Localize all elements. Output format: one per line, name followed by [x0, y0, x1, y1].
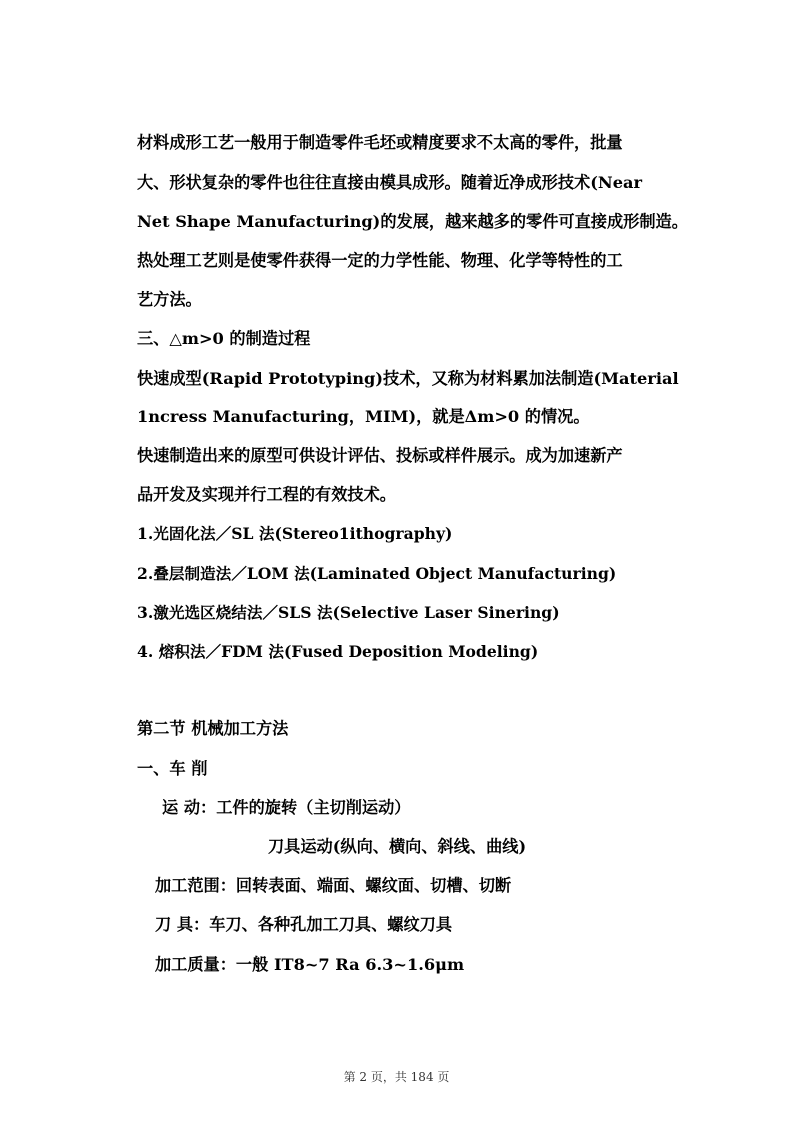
paragraph-line: 品开发及实现并行工程的有效技术。 [137, 485, 396, 504]
paragraph-line: 1ncress Manufacturing，MIM)，就是Δm>0 的情况。 [137, 407, 590, 426]
paragraph-line: 快速成型(Rapid Prototyping)技术，又称为材料累加法制造(Material [137, 369, 679, 388]
paragraph-line: 艺方法。 [137, 290, 202, 309]
section-title: 第二节 机械加工方法 [137, 719, 289, 738]
turning-tools: 刀 具：车刀、各种孔加工刀具、螺纹刀具 [155, 915, 453, 934]
paragraph-line: Net Shape Manufacturing)的发展，越来越多的零件可直接成形制造。 [137, 212, 688, 231]
turning-quality: 加工质量：一般 IT8~7 Ra 6.3~1.6μm [155, 955, 465, 974]
subsection-heading: 一、车 削 [137, 759, 208, 778]
paragraph-line: 热处理工艺则是使零件获得一定的力学性能、物理、化学等特性的工 [137, 251, 623, 270]
paragraph-line: 大、形状复杂的零件也往往直接由模具成形。随着近净成形技术(Near [137, 173, 643, 192]
method-item: 1.光固化法／SL 法(Stereo1ithography) [137, 524, 453, 543]
method-item: 4. 熔积法／FDM 法(Fused Deposition Modeling) [137, 642, 539, 661]
page-footer: 第 2 页，共 184 页 [343, 1070, 450, 1084]
section-heading: 三、△m>0 的制造过程 [137, 329, 311, 348]
method-item: 3.激光选区烧结法／SLS 法(Selective Laser Sinering) [137, 603, 560, 622]
paragraph-line: 快速制造出来的原型可供设计评估、投标或样件展示。成为加速新产 [137, 446, 623, 465]
turning-range: 加工范围：回转表面、端面、螺纹面、切槽、切断 [155, 876, 512, 895]
paragraph-line: 材料成形工艺一般用于制造零件毛坯或精度要求不太高的零件，批量 [137, 133, 623, 152]
turning-motion: 运 动：工件的旋转（主切削运动） [162, 798, 411, 817]
method-item: 2.叠层制造法／LOM 法(Laminated Object Manufacturing) [137, 564, 617, 583]
turning-tool-motion: 刀具运动(纵向、横向、斜线、曲线) [268, 837, 527, 856]
